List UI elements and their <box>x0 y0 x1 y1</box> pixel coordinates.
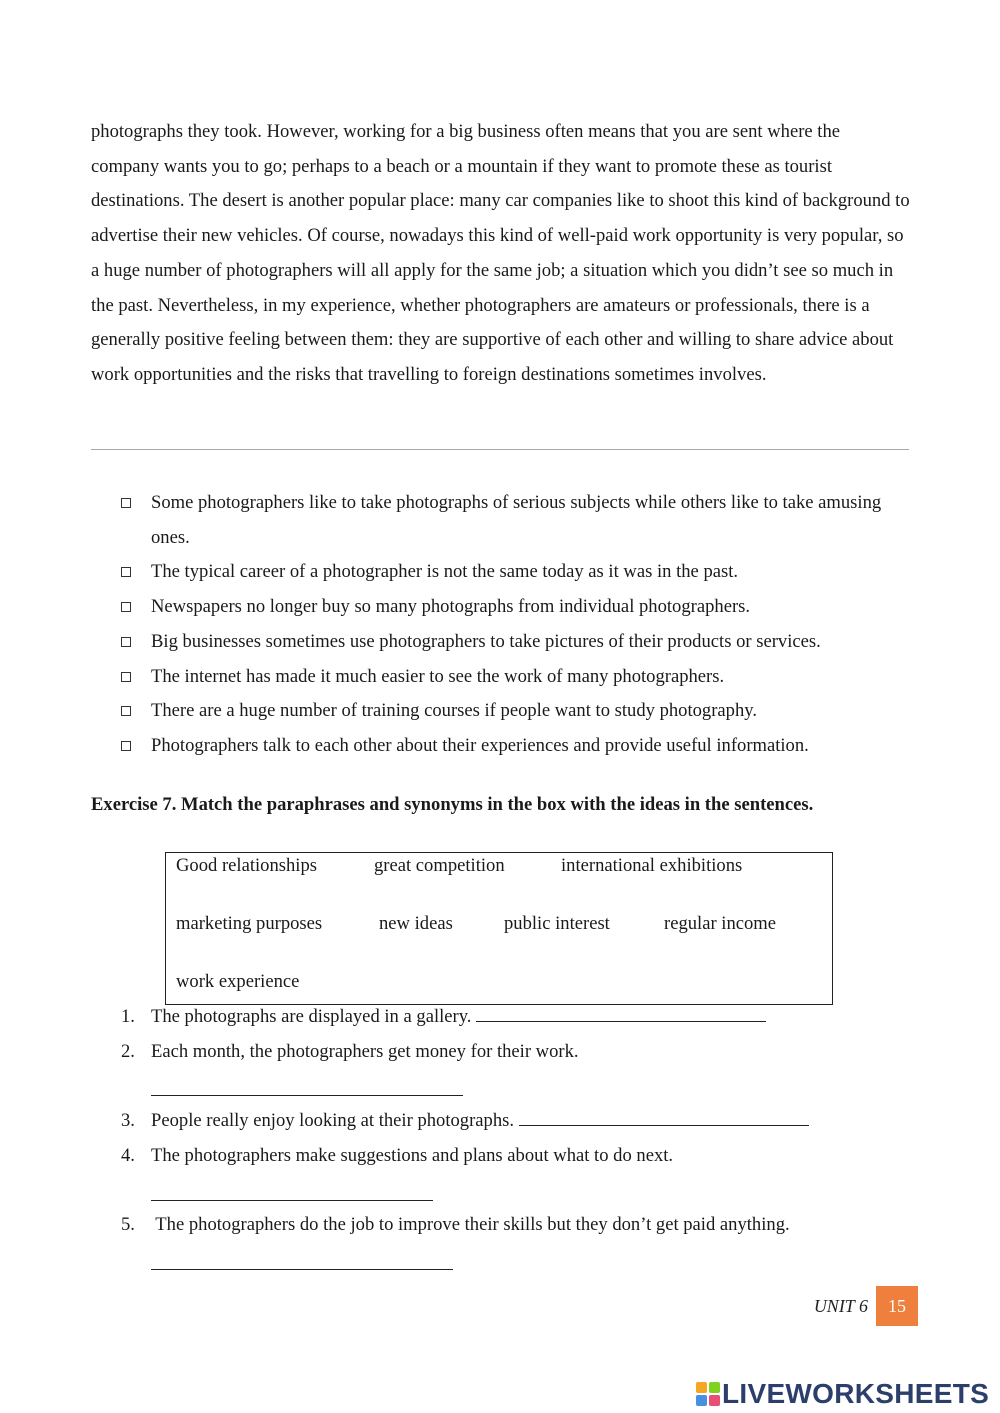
checkbox[interactable] <box>121 637 131 647</box>
question-number: 4. <box>121 1144 135 1166</box>
page-number-badge: 15 <box>876 1286 918 1326</box>
word-box-item: Good relationships <box>176 855 317 876</box>
question-text: Each month, the photographers get money for their work. <box>151 1040 579 1062</box>
list-item <box>121 486 901 555</box>
statement-text: There are a huge number of training courses if people want to study photography. <box>151 700 758 722</box>
liveworksheets-logo-icon <box>696 1382 720 1406</box>
list-item <box>121 590 901 625</box>
statement-text: Big businesses sometimes use photographers to take pictures of their products or services. <box>151 630 821 652</box>
question-item <box>121 1000 911 1035</box>
question-item <box>121 1208 911 1277</box>
exercise-7-title: Exercise 7. Match the paraphrases and synonyms in the box with the ideas in the sentences. <box>91 794 814 815</box>
answer-blank[interactable] <box>151 1251 453 1270</box>
passage-paragraph: photographs they took. However, working for a big business often means that you are sent where the company wants you to go; perhaps to a beach or a mountain if they want to promote these as tourist destinations. The desert is another popular place: many car companies like to shoot this kind of background to advertise their new vehicles. Of course, nowadays this kind of well-paid work opportunity is very popular, so a huge number of photographers will all apply for the same job; a situation which you didn’t see so much in the past. Nevertheless, in my experience, whether photographers are amateurs or professionals, there is a generally positive feeling between them: they are supportive of each other and willing to share advice about work opportunities and the risks that travelling to foreign destinations sometimes involves. <box>91 121 910 385</box>
question-number: 2. <box>121 1040 135 1062</box>
word-box-item: international exhibitions <box>561 855 743 876</box>
list-item <box>121 660 901 695</box>
list-item <box>121 694 901 729</box>
question-text: People really enjoy looking at their photographs. <box>151 1110 515 1132</box>
answer-blank[interactable] <box>151 1077 463 1096</box>
statement-checklist <box>121 486 901 764</box>
answer-blank[interactable] <box>519 1107 809 1126</box>
word-box-item: public interest <box>504 913 610 934</box>
list-item <box>121 625 901 660</box>
answer-blank[interactable] <box>476 1003 766 1022</box>
statement-text: Photographers talk to each other about their experiences and provide useful information. <box>151 734 809 756</box>
answer-blank[interactable] <box>151 1182 433 1201</box>
question-number: 3. <box>121 1110 135 1132</box>
word-box-row <box>176 911 776 937</box>
word-box-item: marketing purposes <box>176 913 323 934</box>
question-item <box>121 1139 911 1208</box>
list-item <box>121 729 901 764</box>
word-box-row <box>176 853 742 879</box>
statement-text: The typical career of a photographer is not the same today as it was in the past. <box>151 561 739 583</box>
question-number: 5. <box>121 1214 135 1236</box>
unit-label: UNIT 6 <box>813 1296 868 1316</box>
word-box-item: work experience <box>176 971 300 992</box>
word-box-row <box>176 969 299 995</box>
section-divider <box>91 449 909 450</box>
checkbox[interactable] <box>121 567 131 577</box>
word-box-item: new ideas <box>379 913 453 934</box>
statement-text: The internet has made it much easier to see the work of many photographers. <box>151 665 725 687</box>
question-text: The photographers make suggestions and plans about what to do next. <box>151 1144 674 1166</box>
word-box <box>165 852 833 1005</box>
statement-text: Newspapers no longer buy so many photographs from individual photographers. <box>151 596 751 618</box>
checkbox[interactable] <box>121 672 131 682</box>
word-box-item: great competition <box>374 855 505 876</box>
question-list <box>121 1000 911 1278</box>
word-box-item: regular income <box>664 913 777 934</box>
list-item <box>121 555 901 590</box>
question-text: The photographers do the job to improve their skills but they don’t get paid anything. <box>151 1214 790 1236</box>
checkbox[interactable] <box>121 706 131 716</box>
checkbox[interactable] <box>121 741 131 751</box>
question-number: 1. <box>121 1006 135 1027</box>
checkbox[interactable] <box>121 602 131 612</box>
statement-text: Some photographers like to take photographs of serious subjects while others like to take amusing ones. <box>151 492 882 548</box>
brand-name: LIVEWORKSHEETS <box>722 1378 990 1409</box>
question-item <box>121 1035 911 1104</box>
question-text: The photographs are displayed in a gallery. <box>151 1006 472 1027</box>
question-item <box>121 1104 911 1139</box>
liveworksheets-brand <box>696 1378 996 1410</box>
checkbox[interactable] <box>121 498 131 508</box>
